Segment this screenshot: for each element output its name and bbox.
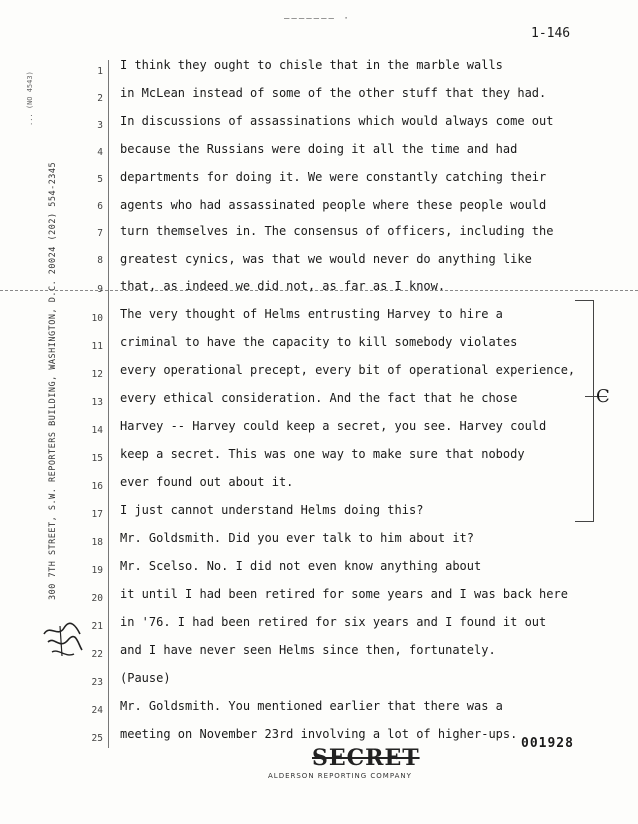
transcript-line: that, as indeed we did not, as far as I know. — [120, 279, 446, 293]
line-number: 4 — [97, 147, 103, 158]
line-number: 19 — [91, 565, 103, 576]
margin-scribble-drawing — [40, 620, 86, 662]
reporter-name: ALDERSON REPORTING COMPANY — [268, 772, 412, 780]
line-number: 22 — [91, 649, 103, 660]
transcript-line: because the Russians were doing it all the time and had — [120, 142, 518, 156]
line-number: 11 — [91, 341, 103, 352]
line-number: 20 — [91, 593, 103, 604]
transcript-line: Mr. Goldsmith. Did you ever talk to him about it? — [120, 531, 475, 545]
transcript-line: and I have never seen Helms since then, fortunately. — [120, 643, 496, 657]
transcript-line: departments for doing it. We were constantly catching their — [120, 170, 547, 184]
transcript-line: (Pause) — [120, 671, 171, 685]
line-number: 8 — [97, 255, 103, 266]
line-number: 14 — [91, 425, 103, 436]
line-number: 18 — [91, 537, 103, 548]
line-number: 1 — [97, 66, 103, 77]
classification-stamp: SECRET — [312, 745, 420, 771]
transcript-line: every ethical consideration. And the fact that he chose — [120, 391, 518, 405]
transcript-line: turn themselves in. The consensus of officers, including the — [120, 224, 554, 238]
line-number: 23 — [91, 677, 103, 688]
transcript-line: In discussions of assassinations which would always come out — [120, 114, 554, 128]
transcript-line: Mr. Goldsmith. You mentioned earlier that there was a — [120, 699, 503, 713]
line-number: 10 — [91, 313, 103, 324]
line-number: 15 — [91, 453, 103, 464]
transcript-line: I just cannot understand Helms doing this? — [120, 503, 424, 517]
transcript-line: it until I had been retired for some years and I was back here — [120, 587, 568, 601]
line-number: 16 — [91, 481, 103, 492]
page-number: 1-146 — [531, 26, 571, 41]
margin-bracket — [575, 300, 594, 522]
transcript-line: Mr. Scelso. No. I did not even know anything about — [120, 559, 482, 573]
line-number: 24 — [91, 705, 103, 716]
transcript-line: Harvey -- Harvey could keep a secret, you see. Harvey could — [120, 419, 547, 433]
line-number: 12 — [91, 369, 103, 380]
transcript-line: greatest cynics, was that we would never do anything like — [120, 252, 532, 266]
top-mark: ——————— · — [284, 14, 351, 24]
transcript-line: agents who had assassinated people where these people would — [120, 198, 547, 212]
line-number: 3 — [97, 120, 103, 131]
margin-top-text: ... (NO 4543) — [26, 71, 34, 126]
line-number: 6 — [97, 201, 103, 212]
line-number: 9 — [97, 284, 103, 295]
document-id: 001928 — [521, 736, 574, 751]
line-number: 7 — [97, 228, 103, 239]
line-number: 21 — [91, 621, 103, 632]
transcript-line: ever found out about it. — [120, 475, 294, 489]
line-number: 25 — [91, 733, 103, 744]
line-number: 13 — [91, 397, 103, 408]
line-number: 17 — [91, 509, 103, 520]
transcript-line: keep a secret. This was one way to make sure that nobody — [120, 447, 525, 461]
transcript-line: criminal to have the capacity to kill somebody violates — [120, 335, 518, 349]
transcript-line: The very thought of Helms entrusting Harvey to hire a — [120, 307, 503, 321]
transcript-line: every operational precept, every bit of operational experience, — [120, 363, 576, 377]
line-number: 2 — [97, 93, 103, 104]
transcript-line: in '76. I had been retired for six years and I found it out — [120, 615, 547, 629]
margin-reporter-address: 300 7TH STREET, S.W. REPORTERS BUILDING, WASHINGTON, D.C. 20024 (202) 554-2345 — [48, 161, 58, 600]
bracket-mark: C — [596, 386, 610, 407]
margin-rule — [108, 60, 109, 748]
line-number: 5 — [97, 174, 103, 185]
transcript-line: in McLean instead of some of the other stuff that they had. — [120, 86, 547, 100]
transcript-line: I think they ought to chisle that in the marble walls — [120, 58, 503, 72]
transcript-line: meeting on November 23rd involving a lot of higher-ups. — [120, 727, 518, 741]
